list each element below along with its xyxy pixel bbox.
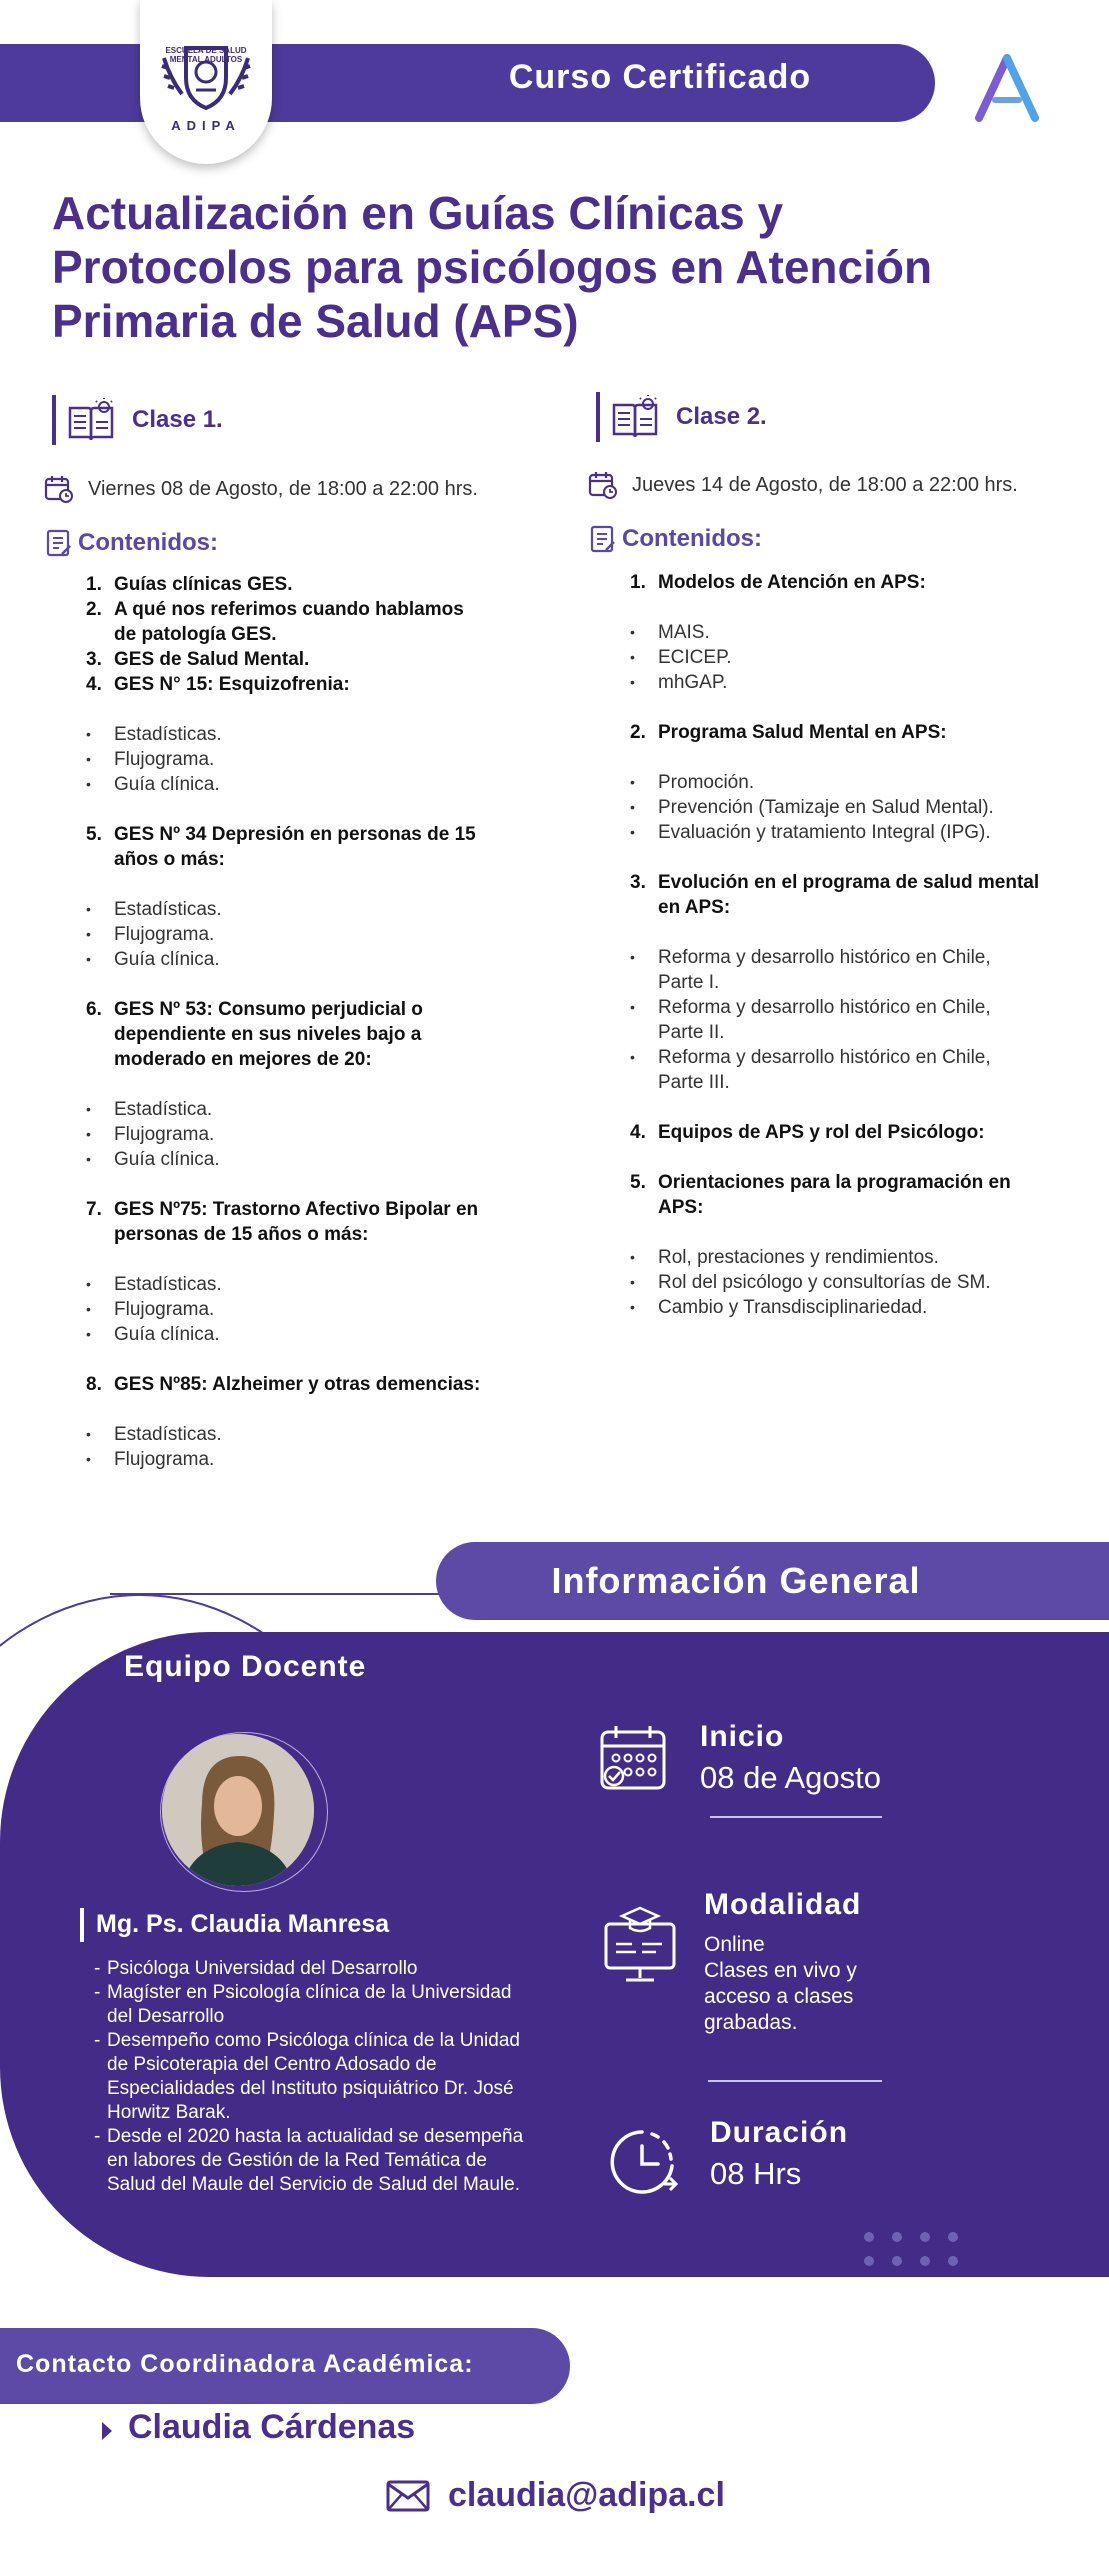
contact-name: Claudia Cárdenas: [128, 2408, 416, 2446]
clase1-content-list: [86, 572, 486, 1472]
item-text: GES Nº 53: Consumo perjudicial o dependiente en sus niveles bajo a moderado en mejores de 20:: [114, 999, 423, 1070]
item-number: 4.: [630, 1122, 646, 1143]
bullet-text: Estadísticas.: [114, 1274, 222, 1295]
item-text: A qué nos referimos cuando hablamos de patología GES.: [114, 599, 464, 645]
adipa-logo: [140, 0, 272, 164]
team-title: Equipo Docente: [124, 1650, 367, 1683]
item-text: GES de Salud Mental.: [114, 649, 310, 670]
item-number: 7.: [86, 1199, 102, 1220]
logo-top-text: ESCUELA DE SALUD MENTAL ADULTOS: [165, 46, 247, 64]
header-title: Curso Certificado: [508, 58, 812, 96]
list-item: [86, 572, 486, 597]
item-number: 5.: [630, 1172, 646, 1193]
item-text: Programa Salud Mental en APS:: [658, 722, 947, 743]
inicio-label: Inicio: [700, 1720, 785, 1753]
duracion-label: Duración: [710, 2116, 849, 2149]
item-text: Equipos de APS y rol del Psicólogo:: [658, 1122, 985, 1143]
modalidad-line: grabadas.: [704, 2011, 798, 2034]
bullet-item: • Flujograma.: [86, 924, 215, 945]
contact-email-link[interactable]: claudia@adipa.cl: [448, 2476, 725, 2514]
bullet-item: • Flujograma.: [86, 749, 215, 770]
bullet-text: ECICEP.: [658, 647, 732, 668]
bullet-item: • Estadísticas.: [86, 724, 222, 745]
course-title-line: Primaria de Salud (APS): [52, 295, 579, 347]
item-number: 1.: [86, 574, 102, 595]
item-number: 5.: [86, 824, 102, 845]
clase1-date-row: [44, 474, 478, 504]
bullet-item: • MAIS.: [630, 622, 710, 643]
item-text: GES Nº85: Alzheimer y otras demencias:: [114, 1374, 481, 1395]
clase2-content-list: [630, 570, 1040, 1320]
bullet-text: Flujograma.: [114, 1124, 215, 1145]
duracion-value: 08 Hrs: [710, 2156, 802, 2191]
clase2-contenidos-header: [588, 524, 762, 554]
bullet-item: • Flujograma.: [86, 1299, 215, 1320]
mail-icon: [386, 2480, 430, 2517]
clock-icon: [606, 2126, 684, 2203]
bullet-text: Estadística.: [114, 1099, 213, 1120]
item-text: Orientaciones para la programación en APS:: [658, 1172, 1011, 1218]
bullet-item: • Guía clínica.: [86, 949, 220, 970]
bullet-item: • Guía clínica.: [86, 1149, 220, 1170]
contact-title: Contacto Coordinadora Académica:: [16, 2350, 474, 2378]
bullet-item: • Flujograma.: [86, 1124, 215, 1145]
clase2-header: [596, 392, 767, 442]
clase2-label: Clase 2.: [676, 403, 767, 430]
info-title: Información General: [551, 1560, 921, 1601]
clase1-contenidos-label: Contenidos:: [78, 529, 218, 556]
bullet-item: • Estadísticas.: [86, 1274, 222, 1295]
bullet-text: Guía clínica.: [114, 774, 220, 795]
modalidad-line: Clases en vivo y: [704, 1959, 857, 1982]
list-item: [86, 1372, 486, 1397]
book-icon: [610, 395, 660, 439]
accent-bar: [52, 395, 56, 445]
bullet-text: Estadísticas.: [114, 724, 222, 745]
bullet-text: mhGAP.: [658, 672, 728, 693]
calendar-clock-icon: [44, 474, 74, 504]
online-class-icon: [602, 1904, 678, 1989]
avatar: [162, 1734, 314, 1886]
bullet-text: Promoción.: [658, 772, 755, 793]
item-number: 3.: [86, 649, 102, 670]
item-number: 6.: [86, 999, 102, 1020]
accent-bar: [596, 392, 600, 442]
bullet-text: Rol, prestaciones y rendimientos.: [658, 1247, 939, 1268]
modalidad-label: Modalidad: [704, 1888, 862, 1921]
list-item: [86, 997, 486, 1072]
bullet-item: • Cambio y Transdisciplinariedad.: [630, 1297, 928, 1318]
separator: [710, 1816, 882, 1818]
list-item: [86, 647, 486, 672]
brand-a-icon: [975, 52, 1041, 127]
list-item: [630, 570, 1040, 595]
book-icon: [66, 398, 116, 442]
item-text: GES Nº 34 Depresión en personas de 15 años o más:: [114, 824, 476, 870]
bullet-item: • Reforma y desarrollo histórico en Chile, Parte III.: [630, 1045, 1040, 1095]
list-item: [86, 1197, 486, 1247]
course-title: [52, 186, 1052, 348]
item-number: 8.: [86, 1374, 102, 1395]
teacher-name: Mg. Ps. Claudia Manresa: [96, 1910, 390, 1938]
bullet-text: Guía clínica.: [114, 1324, 220, 1345]
item-text: GES N° 15: Esquizofrenia:: [114, 674, 350, 695]
clase2-contenidos-label: Contenidos:: [622, 525, 762, 552]
item-number: 4.: [86, 674, 102, 695]
modalidad-details: [704, 1932, 857, 2036]
bullet-text: Evaluación y tratamiento Integral (IPG).: [658, 822, 991, 843]
list-item: [630, 1120, 1040, 1145]
document-icon: [44, 528, 74, 558]
list-item: [630, 870, 1040, 920]
bio-text: Psicóloga Universidad del Desarrollo: [107, 1958, 418, 1979]
bullet-item: • Reforma y desarrollo histórico en Chile, Parte I.: [630, 945, 1040, 995]
bullet-text: Flujograma.: [114, 749, 215, 770]
item-number: 1.: [630, 572, 646, 593]
item-number: 3.: [630, 872, 646, 893]
bullet-item: • Rol, prestaciones y rendimientos.: [630, 1247, 939, 1268]
item-text: Guías clínicas GES.: [114, 574, 293, 595]
bullet-text: Prevención (Tamizaje en Salud Mental).: [658, 797, 994, 818]
calendar-check-icon: [598, 1722, 670, 1799]
accent-bar: [80, 1908, 84, 1942]
list-item: [630, 1170, 1040, 1220]
modalidad-line: acceso a clases: [704, 1985, 854, 2008]
bullet-item: • Promoción.: [630, 772, 755, 793]
bullet-item: • Reforma y desarrollo histórico en Chile, Parte II.: [630, 995, 1040, 1045]
decorative-dots-bottom: [864, 2256, 958, 2266]
bio-text: Desde el 2020 hasta la actualidad se desempeña en labores de Gestión de la Red Temática de Salud del Maule del Servicio de Salud del Maule.: [107, 2126, 524, 2195]
clase2-date-row: [588, 470, 1018, 500]
bullet-item: • mhGAP.: [630, 672, 728, 693]
bio-item: - Desde el 2020 hasta la actualidad se desempeña en labores de Gestión de la Red Temática de Salud del Maule del Servicio de Salud del Maule.: [94, 2125, 534, 2197]
bio-item: - Magíster en Psicología clínica de la Universidad del Desarrollo: [94, 1981, 534, 2029]
course-title-line: Actualización en Guías Clínicas y: [52, 187, 784, 239]
inicio-value: 08 de Agosto: [700, 1760, 881, 1795]
item-number: 2.: [630, 722, 646, 743]
bullet-item: • Rol del psicólogo y consultorías de SM.: [630, 1272, 991, 1293]
item-number: 2.: [86, 599, 102, 620]
bullet-item: • Estadística.: [86, 1099, 213, 1120]
bullet-text: Guía clínica.: [114, 1149, 220, 1170]
document-icon: [588, 524, 618, 554]
list-item: [630, 720, 1040, 745]
item-text: Modelos de Atención en APS:: [658, 572, 926, 593]
clase1-contenidos-header: [44, 528, 218, 558]
bullet-item: • ECICEP.: [630, 647, 732, 668]
bullet-text: Reforma y desarrollo histórico en Chile, Parte I.: [658, 947, 991, 993]
clase2-date: Jueves 14 de Agosto, de 18:00 a 22:00 hrs.: [632, 473, 1018, 496]
bio-item: - Desempeño como Psicóloga clínica de la Unidad de Psicoterapia del Centro Adosado de Especialidades del Instituto psiquiátrico Dr. José Horwitz Barak.: [94, 2029, 534, 2125]
bullet-text: Reforma y desarrollo histórico en Chile, Parte II.: [658, 997, 991, 1043]
bullet-item: • Estadísticas.: [86, 899, 222, 920]
bullet-item: • Guía clínica.: [86, 774, 220, 795]
bullet-item: • Prevención (Tamizaje en Salud Mental).: [630, 797, 994, 818]
bullet-item: • Evaluación y tratamiento Integral (IPG).: [630, 822, 991, 843]
bio-text: Desempeño como Psicóloga clínica de la Unidad de Psicoterapia del Centro Adosado de Especialidades del Instituto psiquiátrico Dr. José Horwitz Barak.: [107, 2030, 520, 2123]
calendar-clock-icon: [588, 470, 618, 500]
bullet-text: MAIS.: [658, 622, 710, 643]
list-item: [86, 672, 486, 697]
bullet-item: • Flujograma.: [86, 1449, 215, 1470]
bio-item: - Psicóloga Universidad del Desarrollo: [94, 1958, 418, 1979]
bullet-text: Flujograma.: [114, 924, 215, 945]
clase1-header: [52, 395, 223, 445]
bio-text: Magíster en Psicología clínica de la Universidad del Desarrollo: [107, 1982, 512, 2027]
bullet-text: Flujograma.: [114, 1299, 215, 1320]
logo-wordmark: ADIPA: [171, 118, 241, 133]
bullet-text: Reforma y desarrollo histórico en Chile, Parte III.: [658, 1047, 991, 1093]
bullet-text: Estadísticas.: [114, 1424, 222, 1445]
clase1-label: Clase 1.: [132, 406, 223, 433]
bullet-text: Rol del psicólogo y consultorías de SM.: [658, 1272, 991, 1293]
teacher-bio: [94, 1957, 534, 2197]
list-item: [86, 822, 486, 872]
separator: [708, 2080, 882, 2082]
bullet-text: Flujograma.: [114, 1449, 215, 1470]
bullet-text: Guía clínica.: [114, 949, 220, 970]
bullet-item: • Estadísticas.: [86, 1424, 222, 1445]
decorative-dots-top: [864, 2232, 958, 2242]
clase1-date: Viernes 08 de Agosto, de 18:00 a 22:00 hrs.: [88, 477, 478, 500]
bullet-item: • Guía clínica.: [86, 1324, 220, 1345]
course-title-line: Protocolos para psicólogos en Atención: [52, 241, 933, 293]
list-item: [86, 597, 486, 647]
bullet-text: Estadísticas.: [114, 899, 222, 920]
bullet-text: Cambio y Transdisciplinariedad.: [658, 1297, 928, 1318]
decorative-line: [110, 1593, 440, 1595]
modalidad-line: Online: [704, 1933, 765, 1956]
caret-right-icon: [100, 2420, 114, 2447]
item-text: GES Nº75: Trastorno Afectivo Bipolar en personas de 15 años o más:: [114, 1199, 479, 1245]
item-text: Evolución en el programa de salud mental en APS:: [658, 872, 1040, 918]
